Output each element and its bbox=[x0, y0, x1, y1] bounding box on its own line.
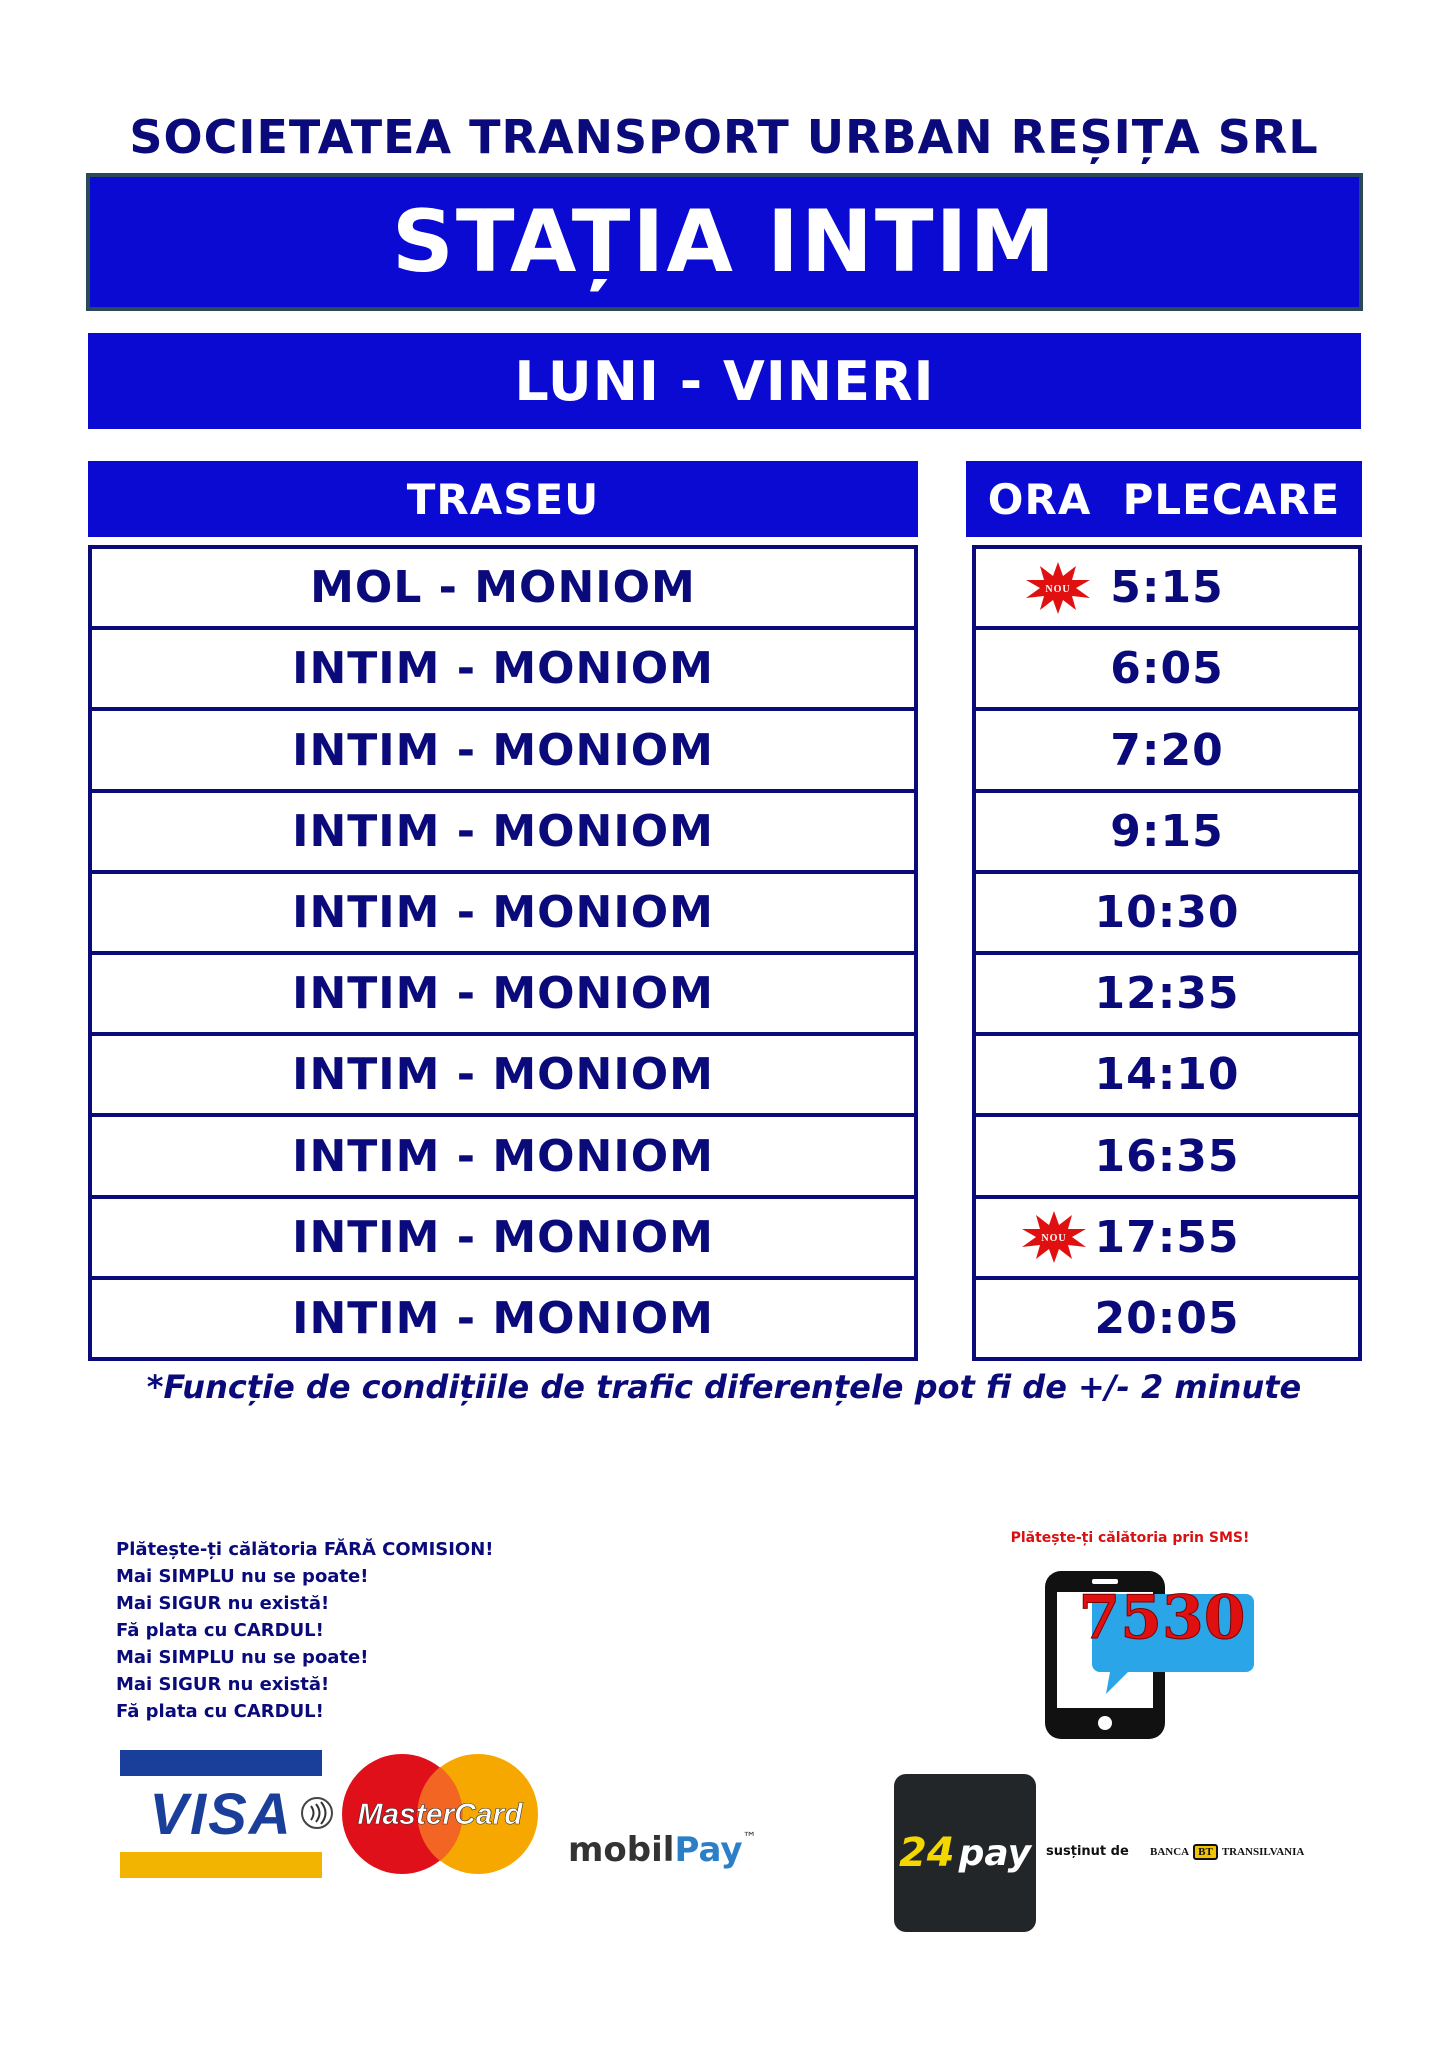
visa-logo bbox=[120, 1750, 322, 1878]
pay24-logo bbox=[894, 1774, 1036, 1932]
departure-time: 9:15 bbox=[1110, 805, 1224, 857]
time-cell bbox=[976, 1036, 1358, 1117]
mobilpay-suffix: Pay bbox=[674, 1830, 743, 1870]
promo-line: Plătește-ți călătoria FĂRĂ COMISION! bbox=[116, 1539, 494, 1560]
mastercard-logo bbox=[340, 1752, 540, 1876]
station-title: STAȚIA INTIM bbox=[391, 192, 1058, 292]
route-cell: INTIM - MONIOM bbox=[92, 1117, 914, 1198]
bank-name-left: BANCA bbox=[1150, 1846, 1190, 1858]
route-cell: INTIM - MONIOM bbox=[92, 1036, 914, 1117]
departure-time: 17:55 bbox=[1094, 1211, 1240, 1263]
route-table bbox=[88, 545, 918, 1361]
supported-by-label: susținut de bbox=[1046, 1844, 1129, 1859]
mastercard-wordmark: MasterCard bbox=[357, 1798, 523, 1831]
bank-emblem: BT bbox=[1193, 1844, 1218, 1860]
card-payment-promo bbox=[116, 1536, 576, 1725]
departure-time: 5:15 bbox=[1110, 562, 1224, 614]
new-badge-text: NOU bbox=[1041, 1233, 1067, 1245]
sms-number: 7530 bbox=[1078, 1583, 1246, 1653]
promo-line: Fă plata cu CARDUL! bbox=[116, 1701, 324, 1722]
time-cell bbox=[976, 955, 1358, 1036]
departure-time: 6:05 bbox=[1110, 643, 1224, 695]
promo-line: Mai SIGUR nu există! bbox=[116, 1674, 330, 1695]
route-cell: INTIM - MONIOM bbox=[92, 630, 914, 711]
pay24-number: 24 bbox=[898, 1830, 955, 1876]
station-banner bbox=[86, 173, 1363, 311]
mobilpay-prefix: mobil bbox=[568, 1830, 675, 1870]
route-cell: INTIM - MONIOM bbox=[92, 793, 914, 874]
mobilpay-trademark: ™ bbox=[742, 1830, 757, 1846]
route-cell: MOL - MONIOM bbox=[92, 549, 914, 630]
time-cell bbox=[976, 549, 1358, 630]
route-cell: INTIM - MONIOM bbox=[92, 955, 914, 1036]
time-cell bbox=[976, 1280, 1358, 1357]
time-cell bbox=[976, 630, 1358, 711]
bank-name-right: TRANSILVANIA bbox=[1221, 1846, 1305, 1858]
pay24-word: pay bbox=[958, 1832, 1032, 1874]
time-cell bbox=[976, 711, 1358, 792]
time-cell bbox=[976, 1199, 1358, 1280]
company-name: SOCIETATEA TRANSPORT URBAN REȘIȚA SRL bbox=[129, 110, 1319, 164]
route-cell: INTIM - MONIOM bbox=[92, 874, 914, 955]
days-label: LUNI - VINERI bbox=[514, 349, 935, 413]
time-table bbox=[972, 545, 1362, 1361]
new-badge-text: NOU bbox=[1045, 583, 1071, 595]
route-cell: INTIM - MONIOM bbox=[292, 1292, 714, 1344]
time-cell bbox=[976, 793, 1358, 874]
promo-line: Mai SIMPLU nu se poate! bbox=[116, 1566, 369, 1587]
new-star-badge-icon bbox=[1022, 1211, 1086, 1263]
visa-wordmark: VISA bbox=[149, 1781, 293, 1847]
route-cell: INTIM - MONIOM bbox=[92, 1199, 914, 1280]
time-cell bbox=[976, 1117, 1358, 1198]
departure-time: 7:20 bbox=[1110, 724, 1224, 776]
departure-time: 10:30 bbox=[1094, 886, 1240, 938]
promo-line: Mai SIMPLU nu se poate! bbox=[116, 1647, 369, 1668]
departure-time: 14:10 bbox=[1094, 1049, 1240, 1101]
mobilpay-logo bbox=[568, 1830, 858, 1880]
promo-line: Mai SIGUR nu există! bbox=[116, 1593, 330, 1614]
days-banner bbox=[88, 333, 1361, 429]
departure-time: 16:35 bbox=[1094, 1130, 1240, 1182]
sms-phone-icon bbox=[1040, 1566, 1300, 1746]
contactless-icon bbox=[300, 1796, 334, 1830]
promo-line: Fă plata cu CARDUL! bbox=[116, 1620, 324, 1641]
route-cell: INTIM - MONIOM bbox=[92, 711, 914, 792]
departure-time: 12:35 bbox=[1094, 968, 1240, 1020]
departure-time: 20:05 bbox=[1094, 1292, 1240, 1344]
traffic-footnote: *Funcție de condițiile de trafic diferențele pot fi de +/- 2 minute bbox=[146, 1368, 1302, 1406]
banca-transilvania-logo bbox=[1150, 1840, 1360, 1864]
new-star-badge-icon bbox=[1026, 562, 1090, 614]
sms-payment-title: Plătește-ți călătoria prin SMS! bbox=[1010, 1530, 1250, 1546]
route-column-header: TRASEU bbox=[88, 461, 918, 537]
time-column-header: ORA PLECARE bbox=[966, 461, 1362, 537]
time-cell bbox=[976, 874, 1358, 955]
